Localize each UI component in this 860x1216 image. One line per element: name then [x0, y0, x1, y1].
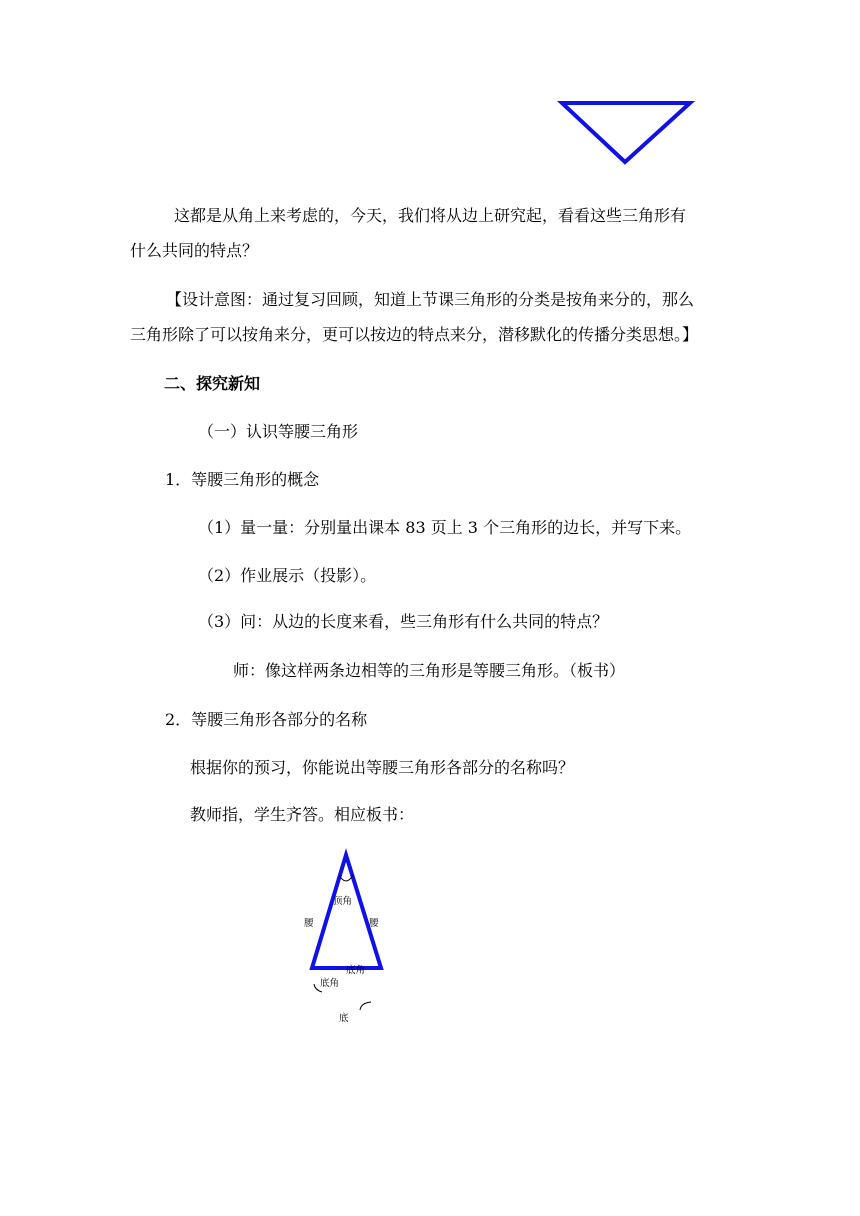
design-intent-line1: 【设计意图：通过复习回顾，知道上节课三角形的分类是按角来分的，那么 — [166, 290, 695, 309]
step-question: （3）问：从边的长度来看，些三角形有什么共同的特点？ — [198, 612, 609, 631]
isosceles-triangle-shape — [312, 855, 381, 968]
parts-question: 根据你的预习，你能说出等腰三角形各部分的名称吗？ — [190, 758, 575, 777]
label-base-angle-right: 底角 — [346, 965, 366, 976]
label-leg-left: 腰 — [304, 918, 314, 929]
paragraph-intro-line2: 什么共同的特点？ — [130, 241, 259, 260]
teacher-note: 师：像这样两条边相等的三角形是等腰三角形。（板书） — [233, 661, 626, 680]
parts-instruction: 教师指，学生齐答。相应板书： — [190, 805, 415, 824]
item-heading-concept: 1．等腰三角形的概念 — [165, 470, 320, 489]
subsection-heading-isosceles: （一）认识等腰三角形 — [198, 422, 359, 441]
step-measure: （1）量一量：分别量出课本 83 页上 3 个三角形的边长，并写下来。 — [198, 518, 692, 537]
base-angle-arc-right — [360, 1002, 371, 1010]
label-base: 底 — [339, 1013, 349, 1024]
section-heading-explore: 二、探究新知 — [164, 374, 261, 393]
design-intent-line2: 三角形除了可以按角来分，更可以按边的特点来分，潜移默化的传播分类思想。】 — [130, 325, 699, 344]
label-vertex-angle: 顶角 — [333, 896, 353, 907]
label-base-angle-left: 底角 — [320, 978, 340, 989]
label-leg-right: 腰 — [369, 918, 379, 929]
step-show-work: （2）作业展示（投影）。 — [198, 566, 377, 585]
paragraph-intro-line1: 这都是从角上来考虑的，今天，我们将从边上研究起，看看这些三角形有 — [174, 206, 687, 225]
item-heading-parts: 2．等腰三角形各部分的名称 — [165, 710, 368, 729]
